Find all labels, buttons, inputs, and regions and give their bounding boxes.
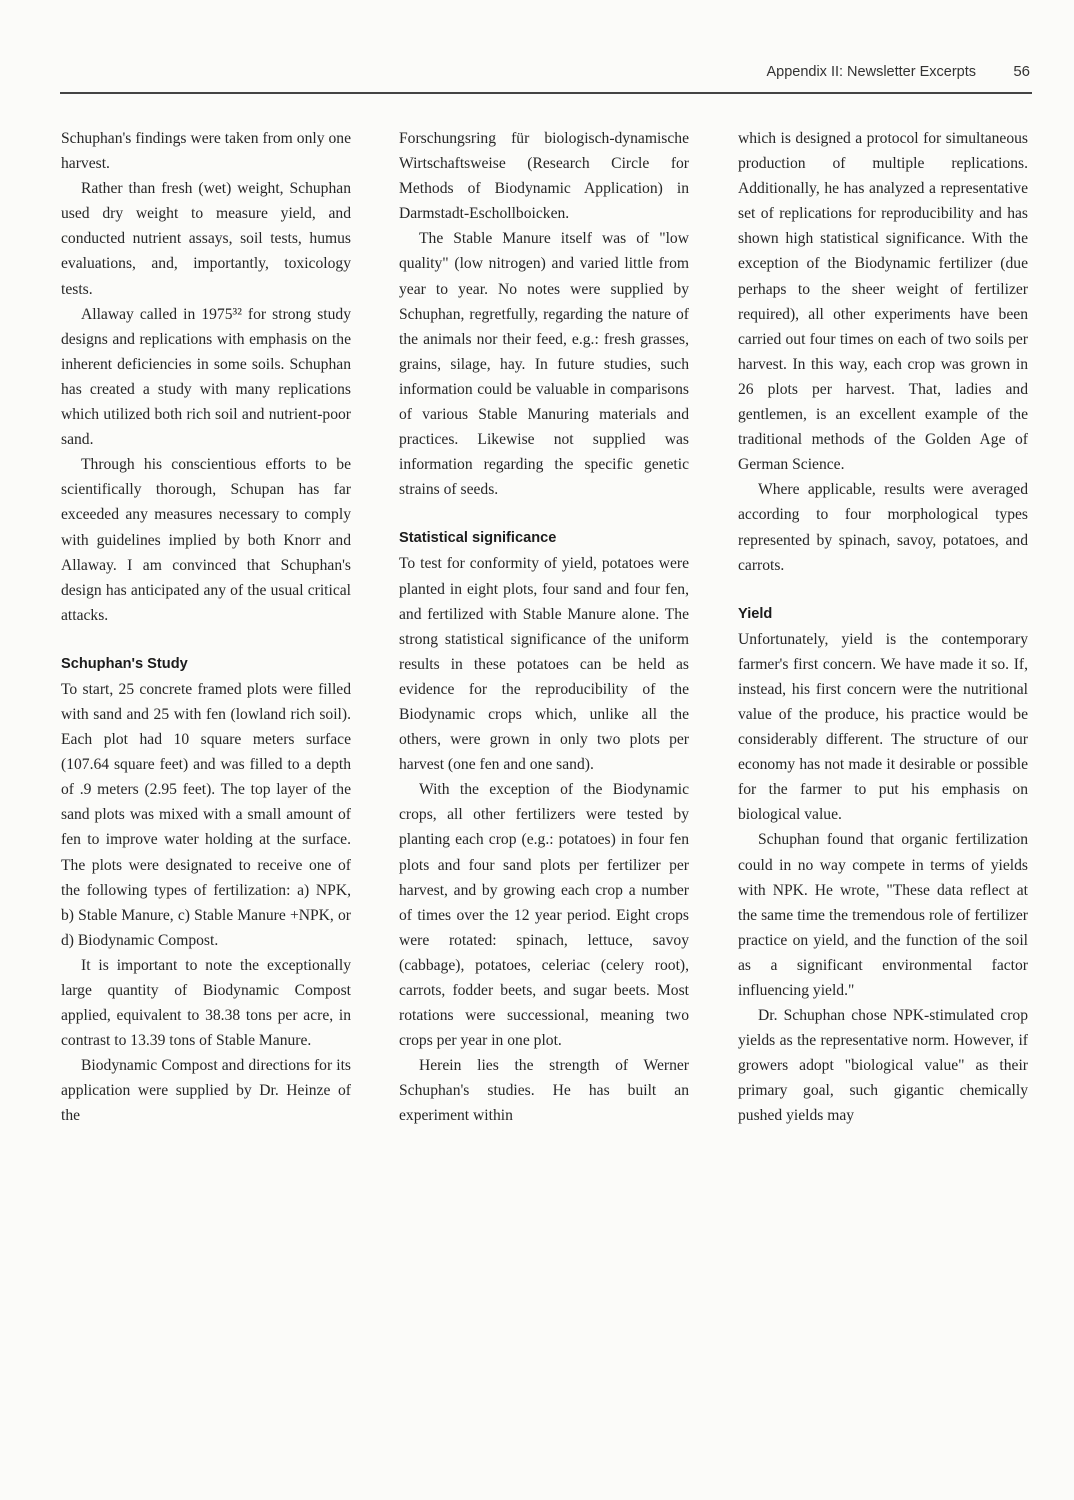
paragraph: which is designed a protocol for simultaneous production of multiple replications. Additionally, he has analyzed a representative set of replications for reproducibility and has shown high statistical significance. With the exception of the Biodynamic fertilizer (due perhaps to the sheer weight of fertilizer required), all other experiments have been carried out four times on each of two soils per harvest. In this way, each crop was grown in 26 plots per harvest. That, ladies and gentlemen, is an excellent example of the traditional methods of the Golden Age of German Science.	[738, 130, 1028, 474]
running-header	[60, 58, 1032, 88]
paragraph: Unfortunately, yield is the contemporary farmer's first concern. We have made it so. If, instead, his first concern were the nutritional value of the produce, his practice would be considerably different. The structure of our economy has not made it desirable or possible for the farmer to put his emphasis on biological value.	[738, 630, 1028, 824]
paragraph: Forschungsring für biologisch-dynamische Wirtschaftsweise (Research Circle for Methods of Biodynamic Application) in Darmstadt-Eschollboicken.	[399, 130, 689, 223]
paragraph: Schuphan found that organic fertilization could in no way compete in terms of yields with NPK. He wrote, "These data reflect at the same time the tremendous role of fertilizer practice on yield, and the function of the soil as a significant environmental factor influencing yield."	[738, 831, 1028, 999]
paragraph: Dr. Schuphan chose NPK-stimulated crop yields as the representative norm. However, if growers adopt "biological value" as their primary goal, such gigantic chemically pushed yields may	[738, 1007, 1028, 1125]
paragraph: Allaway called in 1975³² for strong study designs and replications with emphasis on the inherent deficiencies in some soils. Schuphan has created a study with many replications which utilized both rich soil and nutrient-poor sand.	[61, 305, 351, 449]
paragraph: It is important to note the exceptionally large quantity of Biodynamic Compost applied, equivalent to 38.38 tons per acre, in contrast to 13.39 tons of Stable Manure.	[61, 956, 351, 1050]
paragraph: Biodynamic Compost and directions for its application were supplied by Dr. Heinze of the	[61, 1057, 351, 1125]
paragraph: Herein lies the strength of Werner Schuphan's studies. He has built an experiment within	[399, 1057, 689, 1125]
paragraph: Schuphan's findings were taken from only one harvest.	[61, 130, 351, 173]
section-heading-statistical-significance: Statistical significance	[399, 530, 557, 547]
section-heading-schuphans-study: Schuphan's Study	[61, 655, 188, 672]
running-title: Appendix II: Newsletter Excerpts	[766, 64, 976, 80]
paragraph: The Stable Manure itself was of "low quality" (low nitrogen) and varied little from year to year. No notes were supplied by Schuphan, regretfully, regarding the nature of the animals nor their feed, e.g.: fresh grasses, grains, silage, hay. In future studies, such information could be valuable in comparisons of various Stable Manuring materials and practices. Likewise not supplied was information regarding the specific genetic strains of seeds.	[399, 230, 689, 499]
section-heading-yield: Yield	[738, 605, 773, 622]
paragraph: To start, 25 concrete framed plots were filled with sand and 25 with fen (lowland rich soil). Each plot had 10 square meters surface (107.64 square feet) and was filled to a depth of .9 meters (2.95 feet). The top layer of the sand plots was mixed with a small amount of fen to improve water holding at the surface. The plots were designated to receive one of the following types of fertilization: a) NPK, b) Stable Manure, c) Stable Manure +NPK, or d) Biodynamic Compost.	[61, 680, 351, 949]
column-1	[61, 126, 351, 1129]
column-2	[399, 126, 689, 1129]
paragraph: Where applicable, results were averaged according to four morphological types represented by spinach, savoy, potatoes, and carrots.	[738, 481, 1028, 574]
paragraph: With the exception of the Biodynamic crops, all other fertilizers were tested by planting each crop (e.g.: potatoes) in four fen plots and four sand plots per fertilizer per harvest, and by growing each crop a number of times over the 12 year period. Eight crops were rotated: spinach, lettuce, savoy (cabbage), potatoes, celeriac (celery root), carrots, fodder beets, and sugar beets. Most rotations were successional, meaning two crops per year in one plot.	[399, 781, 689, 1050]
header-rule	[60, 92, 1032, 94]
paragraph: To test for conformity of yield, potatoes were planted in eight plots, four sand and four fen, and fertilized with Stable Manure alone. The strong statistical significance of the uniform results in these potatoes can be held as evidence for the reproducibility of the Biodynamic crops which, unlike all the others, were grown in only two plots per harvest (one fen and one sand).	[399, 555, 689, 774]
column-3	[738, 126, 1028, 1129]
paragraph: Rather than fresh (wet) weight, Schuphan used dry weight to measure yield, and conducted nutrient assays, soil tests, humus evaluations, and, importantly, toxicology tests.	[61, 180, 351, 298]
paragraph: Through his conscientious efforts to be scientifically thorough, Schupan has far exceeded any measures necessary to comply with guidelines implied by both Knorr and Allaway. I am convinced that Schuphan's design has anticipated any of the usual critical attacks.	[61, 456, 351, 624]
page-number: 56	[1013, 63, 1030, 80]
